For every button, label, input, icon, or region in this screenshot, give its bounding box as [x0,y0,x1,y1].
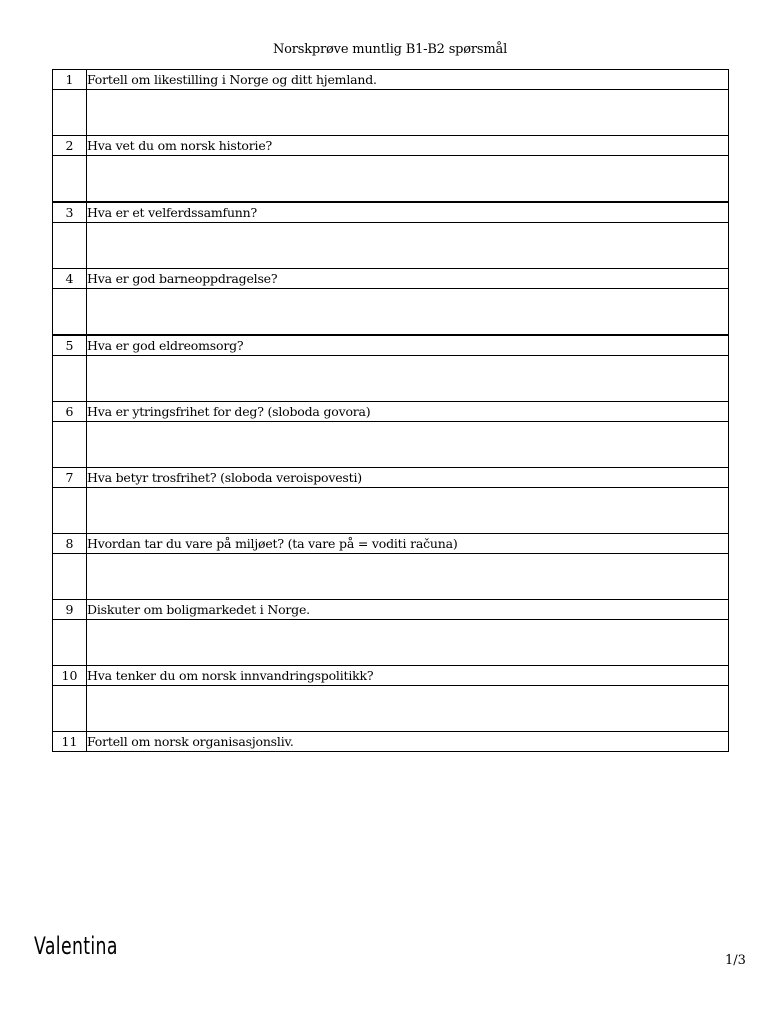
signature: Valentina [34,932,118,960]
question-row [53,202,729,223]
question-row [53,468,729,488]
question-row [53,269,729,289]
answer-space [53,90,729,136]
answer-space [53,488,729,534]
question-text: Hva er god eldreomsorg? [87,335,729,356]
question-number: 5 [53,335,87,356]
question-text: Hva er god barneoppdragelse? [87,269,729,289]
question-number: 7 [53,468,87,488]
question-row [53,335,729,356]
answer-space [53,620,729,666]
question-number: 1 [53,70,87,90]
question-row [53,70,729,90]
question-number: 3 [53,202,87,223]
question-number: 9 [53,600,87,620]
question-text: Fortell om likestilling i Norge og ditt hjemland. [87,70,729,90]
question-text: Hva er et velferdssamfunn? [87,202,729,223]
answer-space [53,289,729,336]
questions-table [52,69,729,752]
question-number: 10 [53,666,87,686]
question-text: Hvordan tar du vare på miljøet? (ta vare på = voditi računa) [87,534,729,554]
question-row [53,136,729,156]
answer-space [53,356,729,402]
question-number: 11 [53,732,87,752]
page-number: 1/3 [725,953,746,968]
question-text: Hva betyr trosfrihet? (sloboda veroispovesti) [87,468,729,488]
question-number: 6 [53,402,87,422]
question-text: Hva er ytringsfrihet for deg? (sloboda govora) [87,402,729,422]
question-row [53,402,729,422]
answer-space [53,554,729,600]
answer-space [53,422,729,468]
question-number: 4 [53,269,87,289]
question-row [53,600,729,620]
question-number: 2 [53,136,87,156]
question-row [53,732,729,752]
answer-space [53,223,729,269]
question-text: Hva tenker du om norsk innvandringspolitikk? [87,666,729,686]
question-row [53,534,729,554]
question-text: Diskuter om boligmarkedet i Norge. [87,600,729,620]
question-row [53,666,729,686]
answer-space [53,686,729,732]
answer-space [53,156,729,203]
question-number: 8 [53,534,87,554]
document-title: Norskprøve muntlig B1-B2 spørsmål [272,42,508,57]
question-text: Hva vet du om norsk historie? [87,136,729,156]
question-text: Fortell om norsk organisasjonsliv. [87,732,729,752]
